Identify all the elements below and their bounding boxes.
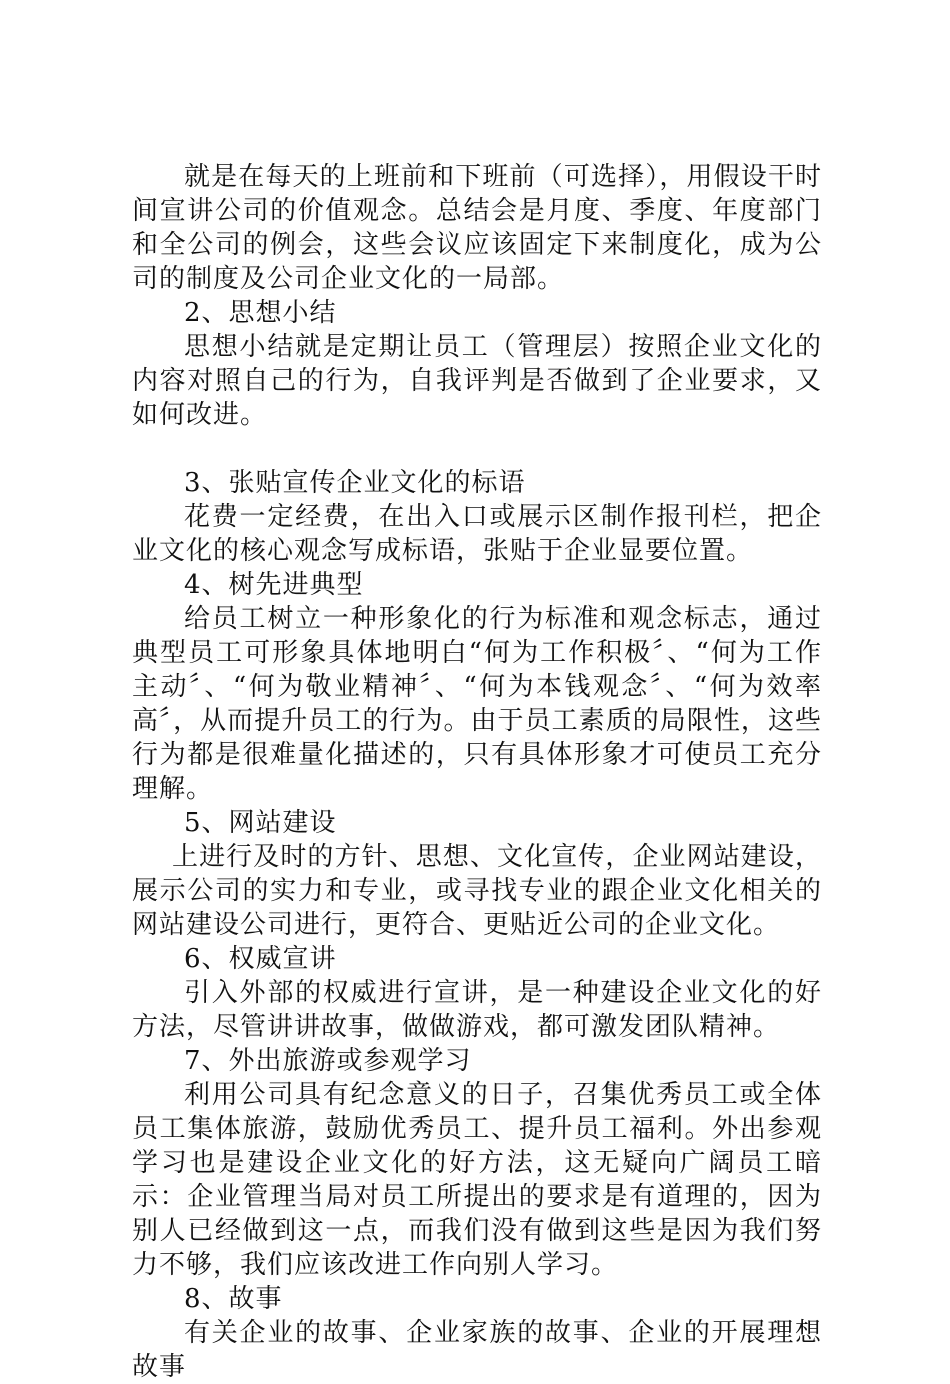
paragraph-2: 思想小结就是定期让员工（管理层）按照企业文化的内容对照自己的行为，自我评判是否做到了企业要求，又如何改进。 xyxy=(132,332,822,430)
paragraph-5: 上进行及时的方针、思想、文化宣传，企业网站建设，展示公司的实力和专业，或寻找专业的跟企业文化相关的网站建设公司进行，更符合、更贴近公司的企业文化。 xyxy=(132,842,822,940)
document-body xyxy=(132,160,822,1384)
section-heading-8: 8、故事 xyxy=(184,1284,283,1314)
section-heading-6: 6、权威宣讲 xyxy=(184,944,337,974)
paragraph-intro: 就是在每天的上班前和下班前（可选择），用假设干时间宣讲公司的价值观念。总结会是月度、季度、年度部门和全公司的例会，这些会议应该固定下来制度化，成为公司的制度及公司企业文化的一局部。 xyxy=(132,162,822,294)
section-heading-4: 4、树先进典型 xyxy=(184,570,364,600)
section-heading-5: 5、网站建设 xyxy=(184,808,337,838)
paragraph-spacer xyxy=(132,432,822,466)
section-heading-3: 3、张贴宣传企业文化的标语 xyxy=(184,468,526,498)
paragraph-6: 引入外部的权威进行宣讲，是一种建设企业文化的好方法，尽管讲讲故事，做做游戏，都可激发团队精神。 xyxy=(132,978,822,1042)
section-heading-2: 2、思想小结 xyxy=(184,298,337,328)
section-heading-7: 7、外出旅游或参观学习 xyxy=(184,1046,472,1076)
paragraph-8: 有关企业的故事、企业家族的故事、企业的开展理想故事 xyxy=(132,1318,822,1382)
paragraph-3: 花费一定经费，在出入口或展示区制作报刊栏，把企业文化的核心观念写成标语，张贴于企业显要位置。 xyxy=(132,502,822,566)
paragraph-4: 给员工树立一种形象化的行为标准和观念标志，通过典型员工可形象具体地明白“何为工作积极〞、“何为工作主动〞、“何为敬业精神〞、“何为本钱观念〞、“何为效率高〞，从而提升员工的行为。由于员工素质的局限性，这些行为都是很难量化描述的，只有具体形象才可使员工充分理解。 xyxy=(132,604,822,804)
paragraph-7: 利用公司具有纪念意义的日子，召集优秀员工或全体员工集体旅游，鼓励优秀员工、提升员工福利。外出参观学习也是建设企业文化的好方法，这无疑向广阔员工暗示：企业管理当局对员工所提出的要求是有道理的，因为别人已经做到这一点，而我们没有做到这些是因为我们努力不够，我们应该改进工作向别人学习。 xyxy=(132,1080,822,1280)
